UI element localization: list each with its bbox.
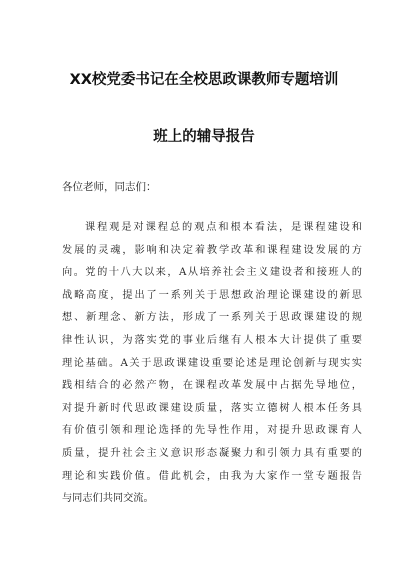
paragraph-line: 发展的灵魂，影响和决定着教学改革和课程建设发展的方: [62, 244, 362, 256]
paragraph-line: 律性认识，为落实党的事业后继有人根本大计提供了重要: [62, 334, 362, 346]
salutation: 各位老师，同志们：: [62, 181, 157, 193]
paragraph-line: 理论基础。A关于思政课建设重要论述是理论创新与现实实: [62, 357, 362, 369]
paragraph-line: 课程观是对课程总的观点和根本看法，是课程建设和: [85, 222, 362, 233]
paragraph-line: 向。党的十八大以来，A从培养社会主义建设者和接班人的: [62, 267, 362, 279]
document-title-line-1: XX校党委书记在全校思政课教师专题培训: [69, 72, 339, 88]
paragraph-line: 想、新理念、新方法，形成了一系列关于思政课建设的规: [62, 312, 362, 324]
paragraph-line: 与同志们共同交流。: [62, 493, 154, 505]
paragraph-line: 践相结合的必然产物，在课程改革发展中占据先导地位，: [62, 380, 362, 392]
paragraph-line: 质量，提升社会主义意识形态凝聚力和引领力具有重要的: [62, 447, 362, 459]
paragraph-line: 对提升新时代思政课建设质量，落实立德树人根本任务具: [62, 402, 362, 414]
paragraph-line: 战略高度，提出了一系列关于思想政治理论课建设的新思: [62, 289, 362, 301]
paragraph-line: 理论和实践价值。借此机会，由我为大家作一堂专题报告: [62, 470, 362, 482]
document-title-line-2: 班上的辅导报告: [153, 129, 255, 145]
paragraph-line: 有价值引领和理论选择的先导性作用，对提升思政课育人: [62, 425, 362, 437]
body-paragraph: [62, 217, 362, 511]
